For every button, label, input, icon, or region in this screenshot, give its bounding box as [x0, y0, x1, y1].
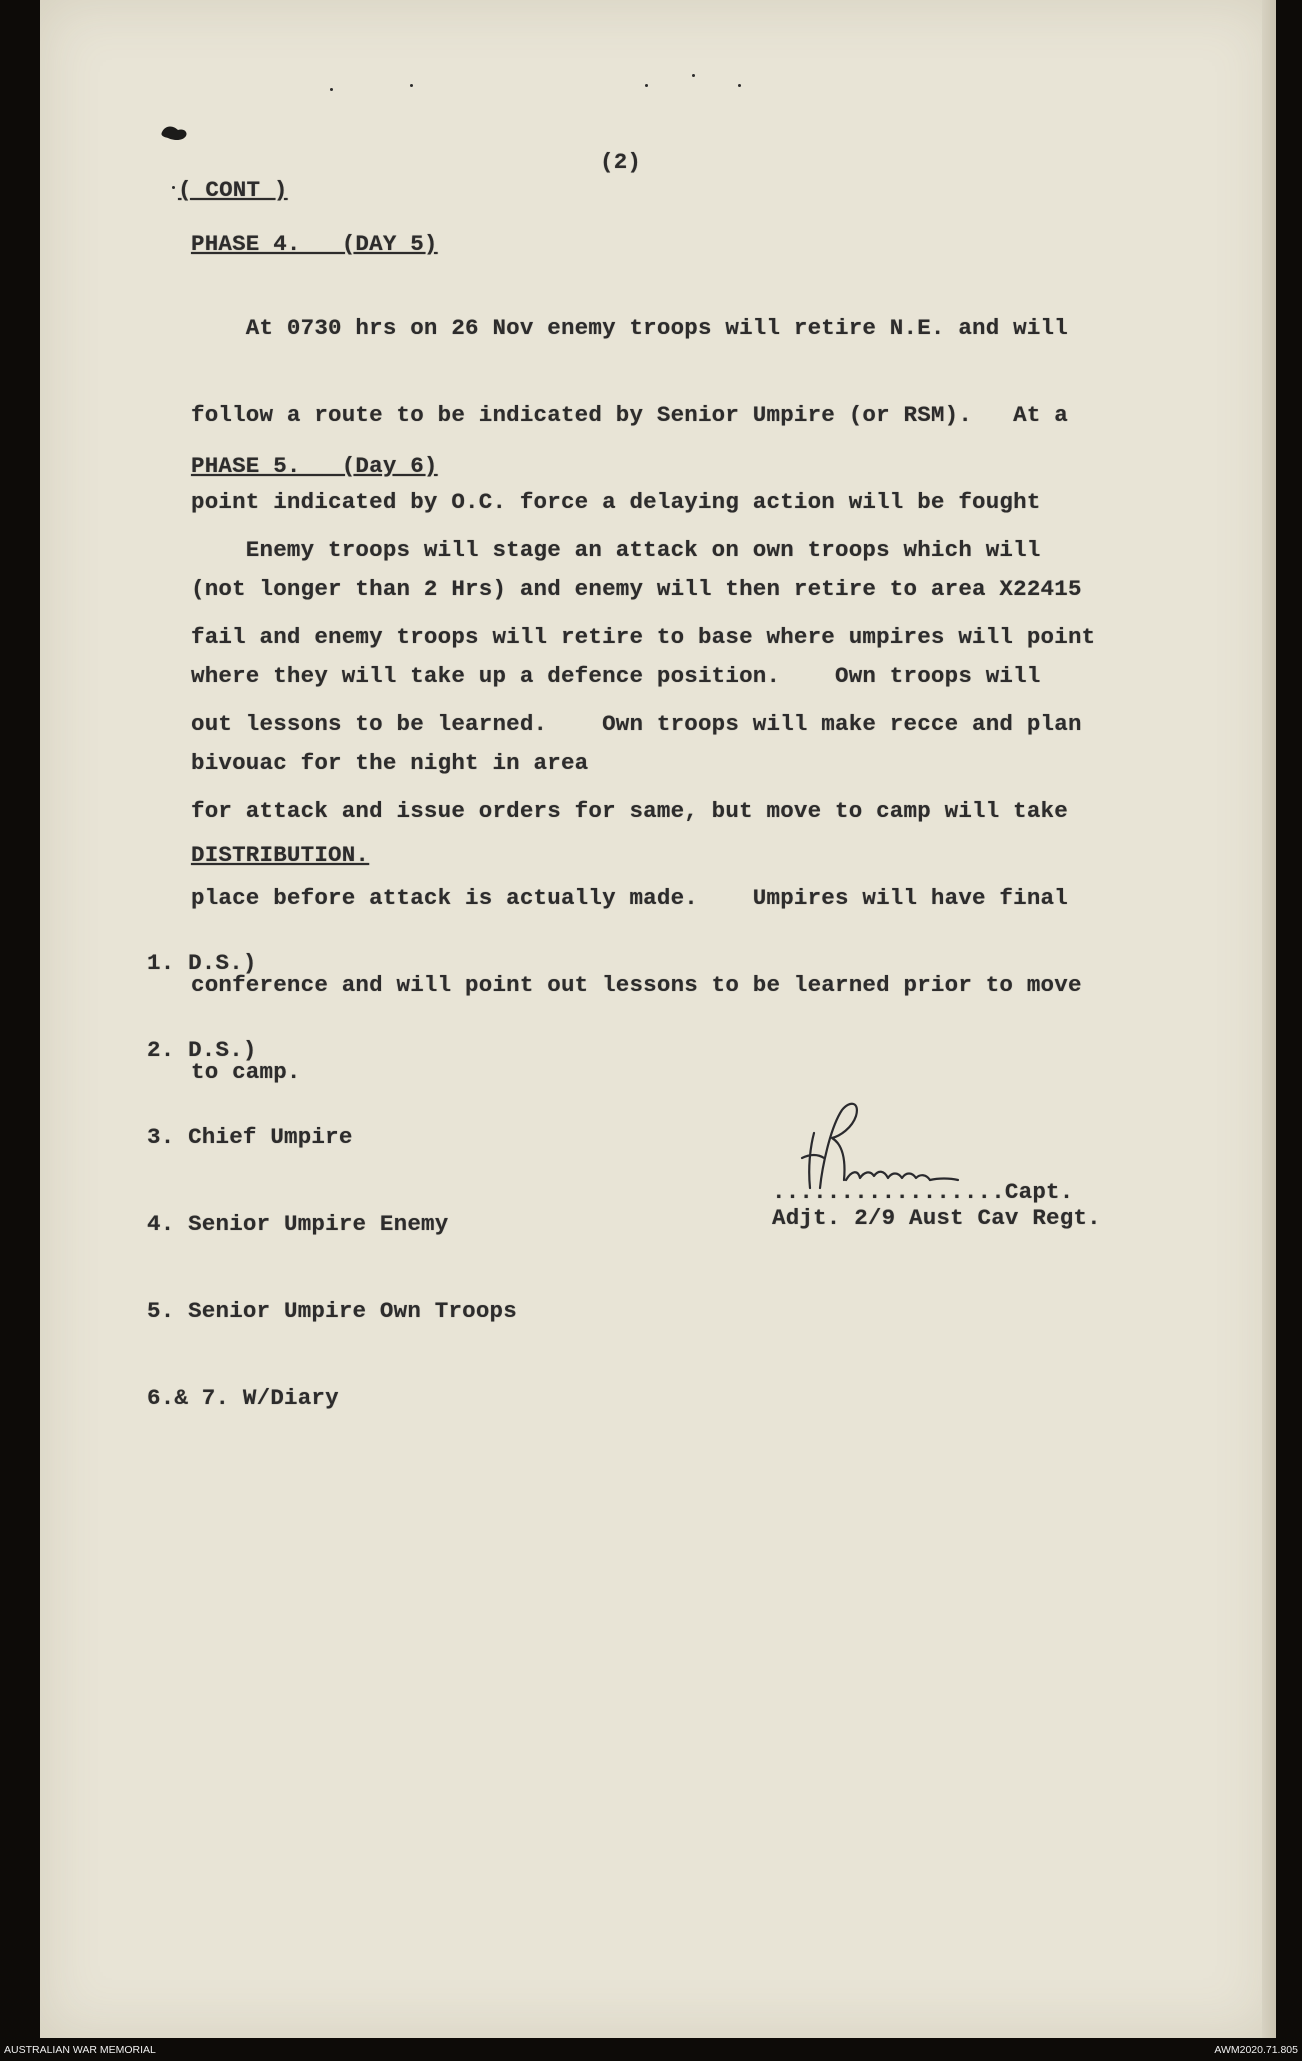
distribution-item: 2. D.S.) [147, 1037, 257, 1063]
phase4-heading: PHASE 4. (DAY 5) [191, 231, 438, 257]
phase5-line: out lessons to be learned. Own troops will make recce and plan [191, 711, 1082, 737]
distribution-heading: DISTRIBUTION. [191, 842, 370, 868]
ink-speck [692, 74, 695, 77]
phase4-line: bivouac for the night in area [191, 750, 589, 776]
page-number: (2) [600, 149, 642, 175]
phase4-line: At 0730 hrs on 26 Nov enemy troops will retire N.E. and will [191, 315, 1068, 341]
phase5-line: to camp. [191, 1059, 301, 1085]
distribution-item: 3. Chief Umpire [147, 1124, 353, 1150]
distribution-list [147, 891, 517, 1471]
phase5-line: conference and will point out lessons to be learned prior to move [191, 972, 1082, 998]
distribution-item: 6.& 7. W/Diary [147, 1385, 339, 1411]
signature-line: .................Capt. [772, 1179, 1074, 1205]
paper-edge [1262, 0, 1276, 2038]
phase5-line: for attack and issue orders for same, but move to camp will take [191, 798, 1068, 824]
phase4-line: where they will take up a defence position. Own troops will [191, 663, 1041, 689]
footer-accession-number: AWM2020.71.805 [1214, 2044, 1298, 2056]
phase5-line: fail and enemy troops will retire to base where umpires will point [191, 624, 1096, 650]
distribution-item: 5. Senior Umpire Own Troops [147, 1298, 517, 1324]
ink-speck [410, 84, 413, 87]
footer-institution: AUSTRALIAN WAR MEMORIAL [4, 2044, 156, 2056]
ink-speck [738, 84, 741, 87]
distribution-item: 4. Senior Umpire Enemy [147, 1211, 449, 1237]
distribution-item: 1. D.S.) [147, 950, 257, 976]
ink-speck [330, 88, 333, 91]
phase4-line: point indicated by O.C. force a delaying action will be fought [191, 489, 1041, 515]
ink-speck [172, 186, 175, 189]
phase5-line: Enemy troops will stage an attack on own troops which will [191, 537, 1041, 563]
ink-blot [160, 122, 190, 144]
phase5-heading: PHASE 5. (Day 6) [191, 453, 438, 479]
continuation-label: ( CONT ) [178, 177, 288, 203]
signature-title: Adjt. 2/9 Aust Cav Regt. [772, 1205, 1101, 1231]
phase5-line: place before attack is actually made. Umpires will have final [191, 885, 1068, 911]
ink-speck [645, 84, 648, 87]
phase4-line: follow a route to be indicated by Senior Umpire (or RSM). At a [191, 402, 1068, 428]
phase4-line: (not longer than 2 Hrs) and enemy will then retire to area X22415 [191, 576, 1082, 602]
